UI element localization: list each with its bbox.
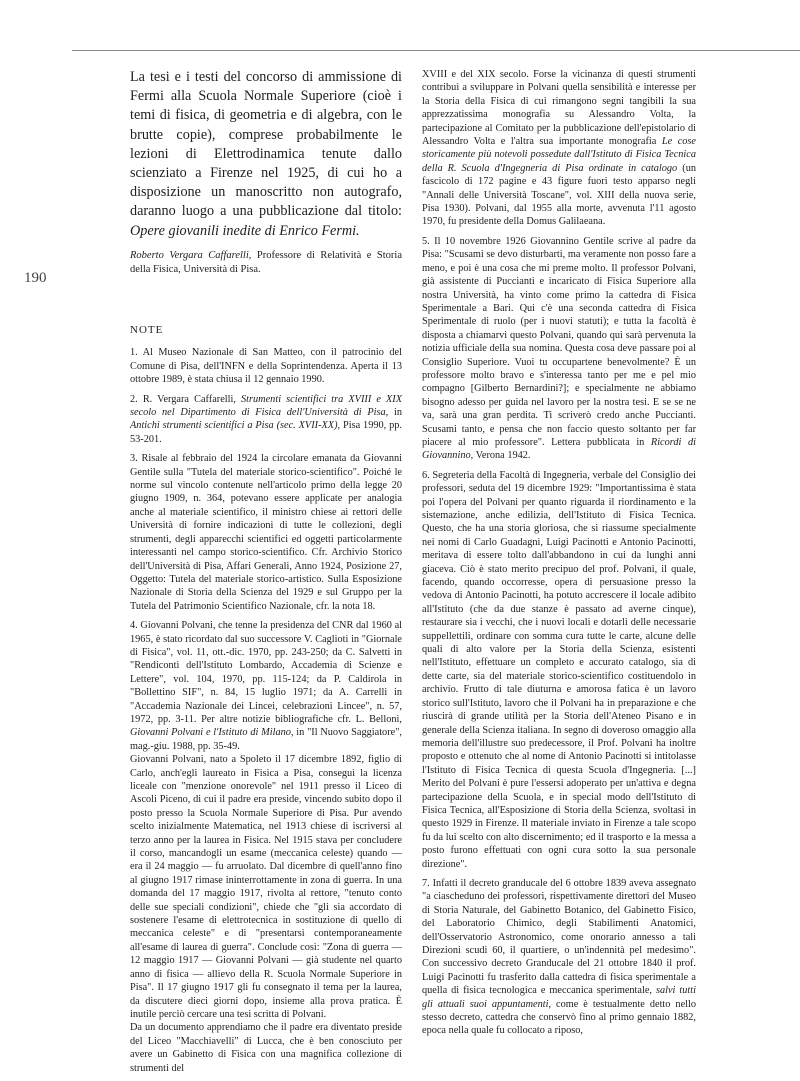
- note-7: 7. Infatti il decreto granducale del 6 ottobre 1839 aveva assegnato "a ciascheduno dei professori, rispettivamente direttori del Museo di Storia Naturale, del Gabinetto Botanico, del Gabinetto Fisico, del Laboratorio Chimico, degli Stabilimenti Anatomici, dell'Osservatorio Astronomico, come onorario annesso a tali Direzioni scudi 60, il quartiere, o un'indennità pel medesimo". Con successivo decreto Granducale del 21 ottobre 1840 il prof. Luigi Pacinotti fu trasferito dalla cattedra di fisica sperimentale a quella di fisica tecnologica e meccanica sperimentale, salvi tutti gli attuali suoi appuntamenti, come è testualmente detto nello stesso decreto, cattedra che conservò fino al primo gennaio 1882, epoca nella quale fu collocato a riposo,: [422, 877, 697, 1037]
- note-6: 6. Segreteria della Facoltà di Ingegneria, verbale del Consiglio dei professori, seduta del 19 dicembre 1929: "Importantissima è stata poi l'opera del Polvani per quanto riguarda il riordinamento e la sistemazione, anche edilizia, dell'Istituto di Fisica Tecnica. Questo, che ha una storia gloriosa, che si riassume specialmente nei nomi di Carlo Guadagni, Luigi Pacinotti e Antonio Pacinotti, meritava di essere tolto dall'abbandono in cui da lunghi anni giaceva. Ciò è stato merito precipuo del prof. Polvani, il quale, facendo, quando occorresse, opera di persuasione presso la vedova di Antonio Pacinotti, ha potuto accrescere il locale adibito all'Istituto (che da due stanze è passato ad averne cinque), restaurare sia i vecchi, che i nuovi locali e dotarli delle necessarie suppellettili, ordinare con somma cura tutte le carte, alcune delle quali di alto valore per la Storia della Scienza, esistenti nell'Istituto, effettuare un completo e accurato catalogo, sia di dette carte, sia del materiale storico-scientifico costituendolo in archivio. Frutto di tale diuturna e amorosa fatica è un lavoro storico sull'Istituto, lavoro che il Polvani ha in preparazione e che riuscirà di grande utilità per la Storia dell'Ateneo Pisano e in generale della Scienza italiana. In segno di doveroso omaggio alla memoria dell'illustre suo predecessore, il Prof. Polvani ha inoltre proposto e ottenuto che al nome di Antonio Pacinotti si intitolasse l'Istituto di Fisica Tecnica di questa Scuola d'Ingegneria. [...] Merito del Polvani è pure l'essersi adoperato per un'attiva e degna partecipazione della Scuola, e in special modo dell'Istituto di Fisica Tecnica, all'Esposizione di Storia della Scienza, svoltasi in questo 1929 in Firenze. Il materiale inviato in Firenze a tale scopo fu da lui scelto con alto discernimento; ed il trasporto e la messa a posto furono effettuati con ogni cura sotto la sua personale direzione".: [422, 469, 696, 870]
- note-3: 3. Risale al febbraio del 1924 la circolare emanata da Giovanni Gentile sulla "Tutela del materiale storico-scientifico". Poiché le norme sul vincolo contenute nell'articolo primo della legge 20 giugno 1909, n. 364, potevano essere applicate per analogia anche al materiale scientifico, il ministro chiese ai rettori delle Università di fornire indicazioni di tutte le collezioni, degli strumenti, degli apparecchi scientifici ed oggetti particolarmente interessanti nel campo storico-scientifico. Cfr. Archivio Storico dell'Università di Pisa, Affari Generali, Anno 1924, Posizione 27, Oggetto: Tutela del materiale storico-artistico. Sulla Esposizione Nazionale di Storia della Scienza del 1929 e sul Gruppo per la Tutela del Patrimonio Scientifico Nazionale, cfr. la nota 18.: [130, 453, 402, 612]
- note-1: 1. Al Museo Nazionale di San Matteo, con il patrocinio del Comune di Pisa, dell'INFN e della Soprintendenza. Aperta il 13 ottobre 1989, è stata chiusa il 12 gennaio 1990.: [130, 347, 402, 386]
- left-column: [130, 68, 402, 1081]
- note-2: 2. R. Vergara Caffarelli, Strumenti scientifici tra XVIII e XIX secolo nel Dipartimento di Fisica dell'Università di Pisa, in Antichi strumenti scientifici a Pisa (sec. XVII-XX), Pisa 1990, pp. 53-201.: [130, 393, 403, 445]
- notes-heading: NOTE: [130, 324, 164, 337]
- intro-paragraph: La tesi e i testi del concorso di ammissione di Fermi alla Scuola Normale Superiore (cioè i temi di fisica, di geometria e di algebra, con le brutte copie), comprese probabilmente le lezioni di Elettrodinamica tenute dallo scienziato a Firenze nel 1925, di cui ho a disposizione un manoscritto non autografo, daranno luogo a una pubblicazione dal titolo: Opere giovanili inedite di Enrico Fermi.: [130, 69, 402, 239]
- note-5: 5. Il 10 novembre 1926 Giovannino Gentile scrive al padre da Pisa: "Scusami se devo disturbarti, ma veramente non posso fare a meno, e poi è una cosa che mi preme molto. Il professor Polvani, già assistente di Puccianti e incaricato di Fisica Superiore alla nostra Università, ha vinto come primo la cattedra di Fisica Sperimentale a Bari. Qui c'è una seconda cattedra di Fisica Sperimentale di ruolo (per i nuovi statuti); e tutta la facoltà è disposta a chiamarvi questo Polvani, quando qui sarà pervenuta la notizia ufficiale della sua nomina. Questa cosa deve passare poi al Consiglio Superiore. Vuoi tu occupartene benevolmente? È un professore molto bravo e s'interessa tanto per me e pel mio compagno [Gilberto Bernardini?]; e specialmente ne abbiamo bisogno adesso per guida nel lavoro per la nostra tesi. E se se ne va, sarà una gran perdita. Ti scriverò credo anche Puccianti. Scusami tanto, e pensa che non faccio questo soltanto per far piacere al mio professore". Lettera pubblicata in Ricordi di Giovannino, Verona 1942.: [422, 235, 696, 462]
- note-4-continued-3: XVIII e del XIX secolo. Forse la vicinanza di questi strumenti contribuì a sviluppare in Polvani quella sensibilità e interesse per la Storia della Fisica di cui rimangono segni tangibili la sua apprezzatissima monografia su Alessandro Volta, la partecipazione al Comitato per la pubblicazione dell'epistolario di Alessandro Volta e l'altra sua importante monografia Le cose storicamente più notevoli possedute dall'Istituto di Fisica Tecnica della R. Scuola d'Ingegneria di Pisa ordinate in catalogo (un fascicolo di 172 pagine e 43 figure fuori testo apparso negli "Annali delle Università Toscane", vol. XIII della nuova serie, Pisa 1930). Polvani, dal 1955 alla morte, avvenuta l'11 agosto 1970, fu presidente della Domus Galilaeana.: [422, 69, 696, 228]
- note-4-continued-2: Da un documento apprendiamo che il padre era diventato preside del Liceo "Macchiavelli" di Lucca, che è ben conosciuto per avere un Gabinetto di Fisica con una magnifica collezione di strumenti del: [130, 1022, 402, 1074]
- publication-title: Opere giovanili inedite di Enrico Fermi.: [130, 222, 360, 239]
- header-rule: [72, 50, 800, 51]
- note-4: 4. Giovanni Polvani, che tenne la presidenza del CNR dal 1960 al 1965, è stato ricordato dal suo successore V. Caglioti in "Giornale di Fisica", vol. 11, ott.-dic. 1970, pp. 243-250; da C. Salvetti in "Rendiconti dell'Istituto Lombardo, Accademia di Scienze e Lettere", vol. 104, 1970, pp. 115-124; da P. Caldirola in "Bollettino SIF", n. 84, 15 luglio 1971; da A. Carrelli in "Accademia Nazionale dei Lincei, celebrazioni Lincee", n. 57, 1972, pp. 3-11. Per altre notizie bibliografiche cfr. L. Belloni, Giovanni Polvani e l'Istituto di Milano, in "Il Nuovo Saggiatore", mag.-giu. 1988, pp. 35-49.: [130, 620, 402, 752]
- page-number: 190: [24, 270, 47, 286]
- note-4-continued: Giovanni Polvani, nato a Spoleto il 17 dicembre 1892, figlio di Carlo, anch'egli laureato in Fisica a Pisa, conseguì la licenza liceale con "menzione onorevole" nel 1911 presso il Liceo di Ascoli Piceno, di cui il padre era preside, vincendo subito dopo il posto presso la Scuola Normale Superiore di Pisa. Pur avendo scelto inizialmente Matematica, nel 1913 chiese di iscriversi al terzo anno per la laurea in Fisica. Nel 1915 stava per concludere il corso, mancandogli un esame (meccanica celeste) quando — era il 24 maggio — fu arruolato. Dal dicembre di quell'anno fino al giugno 1917 rimase ininterrottamente in zona di guerra. In una domanda del 17 maggio 1917, rivolta al rettore, "tenuto conto delle sue speciali condizioni", chiede che "gli sia accordato di sostenere l'esame di elettrotecnica in sostituzione di quello di meccanica celeste" e di "presentarsi contemporaneamente all'esame di laurea di guerra". Conclude così: "Zona di guerra — 12 maggio 1917 — Giovanni Polvani — già studente nel quarto anno di fisica — allievo della R. Scuola Normale Superiore in Pisa". Il 17 giugno 1917 gli fu consegnato il tema per la laurea, da discutere dieci giorni dopo, insieme alla prova pratica. È inutile perciò cercare una tesi scritta di Polvani.: [130, 754, 402, 1020]
- author-line: Roberto Vergara Caffarelli, Professore di Relatività e Storia della Fisica, Università di Pisa.: [130, 249, 402, 275]
- right-column: [422, 68, 696, 1044]
